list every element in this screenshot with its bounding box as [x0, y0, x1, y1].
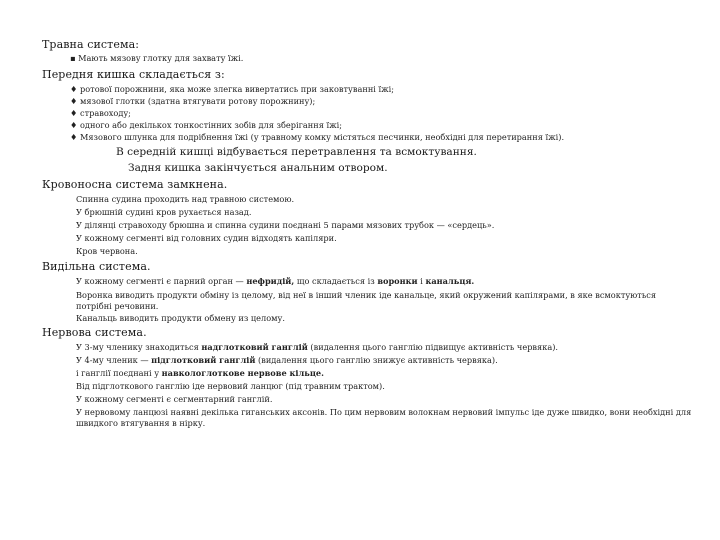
circulatory-heading: Кровоносна система замкнена. [42, 178, 228, 191]
nervous-paragraph: У нервовому ланцюзі наявні декілька гиганських аксонів. По цим нервовим волокнам нервовий імпульс іде дуже швидко, вони необхідні для швидкого втягування в нірку. [76, 407, 692, 428]
nervous-line-2 [76, 355, 498, 366]
foregut-item [70, 96, 315, 107]
excretory-line-3: Канальць виводить продукти обмену из целому. [76, 313, 285, 323]
hindgut-line: Задня кишка закінчується анальним отвором. [128, 162, 388, 174]
foregut-item-text: мязової глотки (здатна втягувати ротову порожнину); [80, 96, 316, 106]
diamond-bullet-icon: ♦ [70, 132, 78, 142]
nervous-line-5: У кожному сегменті є сегментарний ганглій. [76, 394, 273, 404]
foregut-heading: Передня кишка складається з: [42, 68, 225, 81]
circulatory-line: Спинна судина проходить над травною системою. [76, 194, 295, 204]
foregut-item-text: стравоходу; [80, 108, 131, 118]
circulatory-line: Кров червона. [76, 246, 138, 256]
diamond-bullet-icon: ♦ [70, 120, 78, 130]
nervous-text: У 4-му членик — [76, 355, 152, 365]
square-bullet-icon: ▪ [70, 53, 76, 63]
nervous-line-4: Від підглоткового ганглію іде нервовий ланцюг (під травним трактом). [76, 381, 385, 391]
diamond-bullet-icon: ♦ [70, 84, 78, 94]
nervous-text: (видалення цього ганглію знижує активність червяка). [255, 355, 498, 365]
excretory-line-1 [76, 276, 474, 287]
excretory-text: що складається із [294, 276, 378, 286]
canal-term: канальця. [425, 276, 475, 286]
digestive-bullet-text: Мають мязову глотку для захвату їжі. [78, 53, 244, 63]
nerve-ring-term: навкологлоткове нервове кільце. [161, 368, 324, 378]
nervous-heading: Нервова система. [42, 326, 147, 339]
foregut-item-text: одного або декількох тонкостінних зобів для зберігання їжі; [80, 120, 342, 130]
circulatory-line: У кожному сегменті від головних судин відходять капіляри. [76, 233, 337, 243]
foregut-item-text: ротової порожнини, яка може злегка вивертатись при заковтуванні їжі; [80, 84, 395, 94]
foregut-item [70, 132, 564, 143]
funnel-term: воронки [377, 276, 418, 286]
circulatory-line: У брюшній судині кров рухається назад. [76, 207, 252, 217]
excretory-text: і [417, 276, 426, 286]
nervous-text: (видалення цього ганглію підвищує активність червяка). [307, 342, 558, 352]
foregut-item-text: Мязового шлунка для подрібнення їжі (у травному комку містяться песчинки, необхідні для перетирання їжі). [80, 132, 565, 142]
nephridium-term: нефридій, [246, 276, 295, 286]
digestive-bullet-line [70, 53, 243, 64]
excretory-paragraph: Воронка виводить продукти обміну із целому, від неї в інший членик іде канальце, який окружений капілярами, в яке всмоктуються потрібні речовини. [76, 290, 657, 311]
nervous-text: У 3-му членику знаходиться [76, 342, 202, 352]
foregut-item [70, 84, 394, 95]
supraesophageal-ganglion-term: надглотковий ганглій [201, 342, 308, 352]
digestive-heading: Травна система: [42, 38, 140, 51]
midgut-line: В середній кишці відбувається перетравлення та всмоктування. [116, 146, 477, 158]
foregut-item [70, 120, 342, 131]
circulatory-line: У ділянці стравоходу брюшна и спинна судини поєднані 5 парами мязових трубок — «сердець». [76, 220, 495, 230]
subesophageal-ganglion-term: підглотковий ганглій [151, 355, 256, 365]
nervous-line-1 [76, 342, 558, 353]
excretory-heading: Видільна система. [42, 260, 151, 273]
nervous-text: і ганглії поєднані у [76, 368, 162, 378]
excretory-text: У кожному сегменті є парний орган — [76, 276, 247, 286]
diamond-bullet-icon: ♦ [70, 96, 78, 106]
diamond-bullet-icon: ♦ [70, 108, 78, 118]
foregut-item [70, 108, 131, 119]
nervous-line-3 [76, 368, 324, 379]
